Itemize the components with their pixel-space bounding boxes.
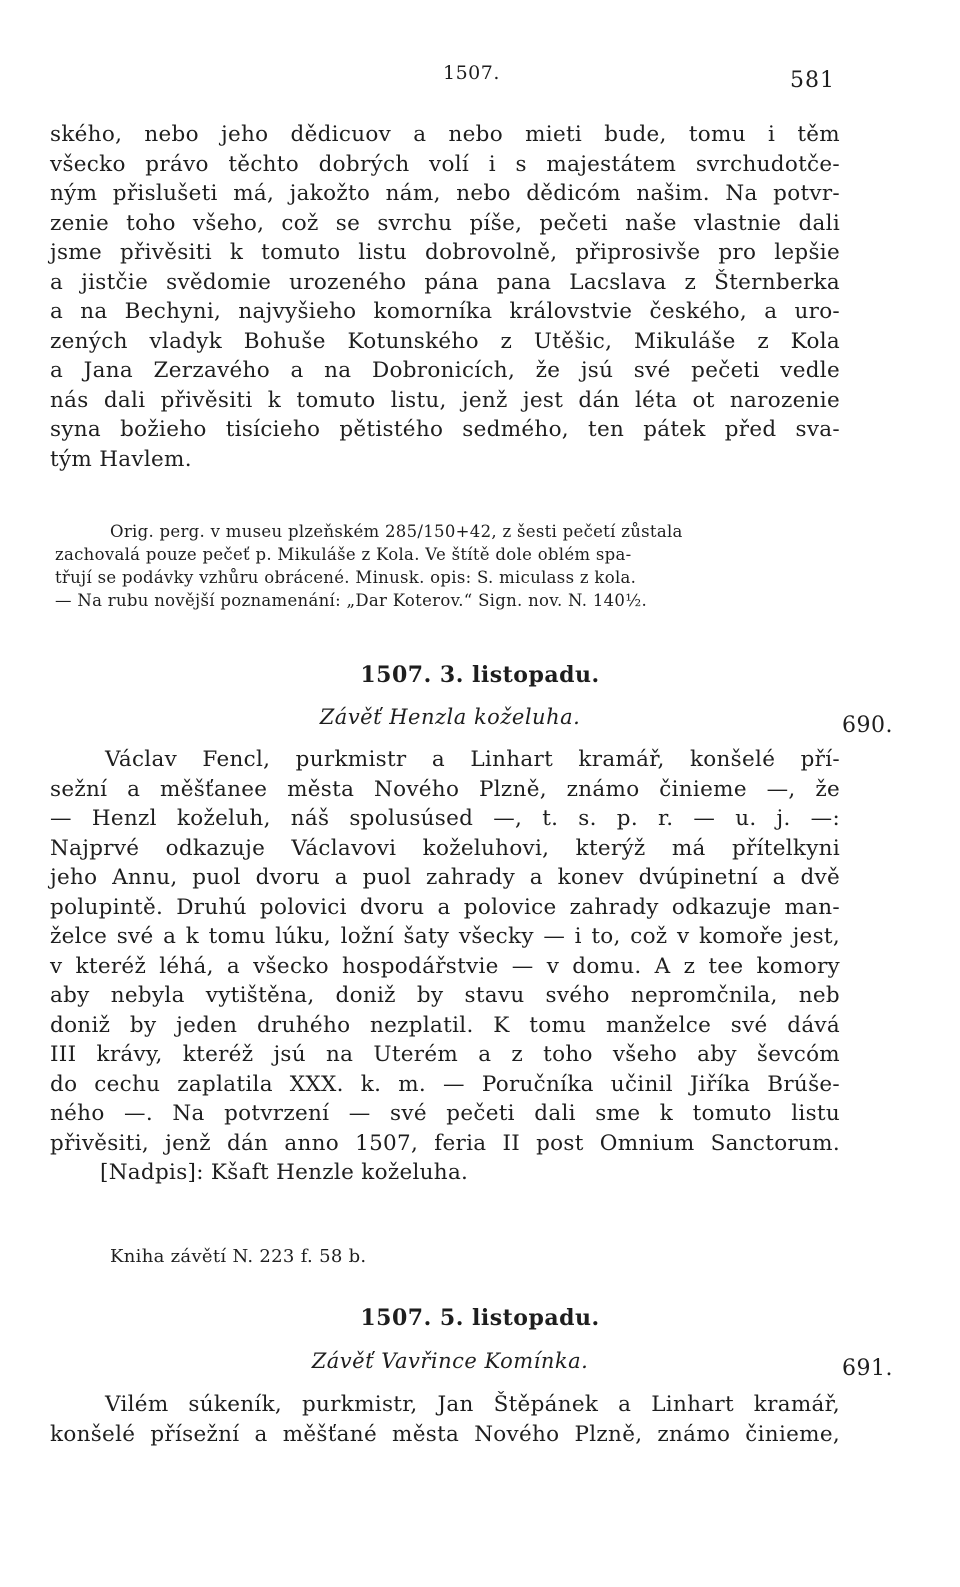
text-line: polupintě. Druhú polovici dvoru a polovice zahrady odkazuje man- bbox=[50, 894, 840, 920]
note-line: třují se podávky vzhůru obrácené. Minusk. opis: S. miculass z kola. bbox=[55, 568, 637, 587]
page-number: 581 bbox=[790, 68, 835, 93]
entry-691-text bbox=[50, 1390, 840, 1449]
text-line: ného —. Na potvrzení — své pečeti dali sme k tomuto listu bbox=[50, 1101, 840, 1126]
source-note bbox=[55, 520, 825, 612]
text-line: v kteréž léhá, a všecko hospodářstvie — v domu. A z tee komory bbox=[50, 953, 840, 979]
text-line: do cechu zaplatila XXX. k. m. — Poručníka učinil Jiříka Brúše- bbox=[50, 1071, 840, 1097]
text-line: sežní a měšťanee města Nového Plzně, známo činieme —, že bbox=[50, 776, 840, 802]
continuation-paragraph bbox=[50, 120, 840, 474]
entry-691-date: 1507. 5. listopadu. bbox=[360, 1305, 600, 1331]
text-line: III krávy, kteréž jsú na Uterém a z toho všeho aby ševcóm bbox=[50, 1042, 840, 1067]
note-line: — Na rubu novější poznamenání: „Dar Koterov.“ Sign. nov. N. 140½. bbox=[55, 591, 648, 610]
text-line: želce své a k tomu lúku, ložní šaty všecky — i to, což v komoře jest, bbox=[50, 924, 840, 949]
text-line: Najprvé odkazuje Václavovi koželuhovi, kterýž má přítelkyni bbox=[50, 835, 840, 861]
text-line: zenie toho všeho, což se svrchu píše, pečeti naše vlastnie dali bbox=[50, 210, 840, 236]
text-line: — Henzl koželuh, náš spolusúsed —, t. s. p. r. — u. j. —: bbox=[50, 806, 840, 831]
text-line: jsme přivěsiti k tomuto listu dobrovolně, připrosivše pro lepšie bbox=[50, 240, 840, 265]
text-line: jeho Annu, puol dvoru a puol zahrady a konev dvúpinetní a dvě bbox=[50, 865, 840, 890]
text-line: a Jana Zerzavého a na Dobronicích, že jsú své pečeti vedle bbox=[50, 358, 840, 383]
entry-690-source bbox=[55, 1245, 825, 1268]
header-year: 1507. bbox=[443, 62, 500, 84]
text-line: doniž by jeden druhého nezplatil. K tomu manželce své dává bbox=[50, 1012, 840, 1038]
note-line: zachovalá pouze pečeť p. Mikuláše z Kola. Ve štítě dole oblém spa- bbox=[55, 545, 632, 564]
text-line: aby nebyla vytištěna, doniž by stavu svého nepromčnila, neb bbox=[50, 983, 840, 1008]
text-line: nás dali přivěsiti k tomuto listu, jenž jest dán léta ot narozenie bbox=[50, 387, 840, 413]
entry-691-number: 691. bbox=[842, 1356, 893, 1381]
text-line: Václav Fencl, purkmistr a Linhart kramář, konšelé pří- bbox=[105, 747, 840, 772]
heading-line: [Nadpis]: Kšaft Henzle koželuha. bbox=[100, 1160, 469, 1185]
entry-690-number: 690. bbox=[842, 713, 893, 738]
text-line: ského, nebo jeho dědicuov a nebo mieti bude, tomu i těm bbox=[50, 122, 840, 147]
text-line: a na Bechyni, najvyšieho komorníka královstvie českého, a uro- bbox=[50, 299, 840, 324]
text-line: syna božieho tisícieho pětistého sedmého, ten pátek před sva- bbox=[50, 417, 840, 442]
text-line: zených vladyk Bohuše Kotunského z Utěšic, Mikuláše z Kola bbox=[50, 328, 840, 354]
entry-690-title: Závěť Henzla koželuha. bbox=[319, 705, 581, 729]
note-line: Orig. perg. v museu plzeňském 285/150+42, z šesti pečetí zůstala bbox=[110, 522, 683, 541]
running-head bbox=[0, 62, 960, 102]
source-line: Kniha závětí N. 223 f. 58 b. bbox=[110, 1246, 367, 1267]
text-line: Vilém súkeník, purkmistr, Jan Štěpánek a Linhart kramář, bbox=[105, 1392, 840, 1417]
text-line: ným přislušeti má, jakožto nám, nebo dědicóm našim. Na potvr- bbox=[50, 181, 840, 206]
text-line: přivěsiti, jenž dán anno 1507, feria II post Omnium Sanctorum. bbox=[50, 1130, 840, 1156]
entry-690-text bbox=[50, 745, 840, 1188]
entry-690-date: 1507. 3. listopadu. bbox=[360, 662, 600, 688]
text-line: konšelé přísežní a měšťané města Nového Plzně, známo činieme, bbox=[50, 1421, 840, 1447]
text-line: tým Havlem. bbox=[50, 446, 192, 472]
text-line: všecko právo těchto dobrých volí i s majestátem svrchudotče- bbox=[50, 151, 840, 177]
text-line: a jistčie svědomie urozeného pána pana Lacslava z Šternberka bbox=[50, 269, 840, 295]
entry-691-title: Závěť Vavřince Komínka. bbox=[311, 1349, 589, 1373]
